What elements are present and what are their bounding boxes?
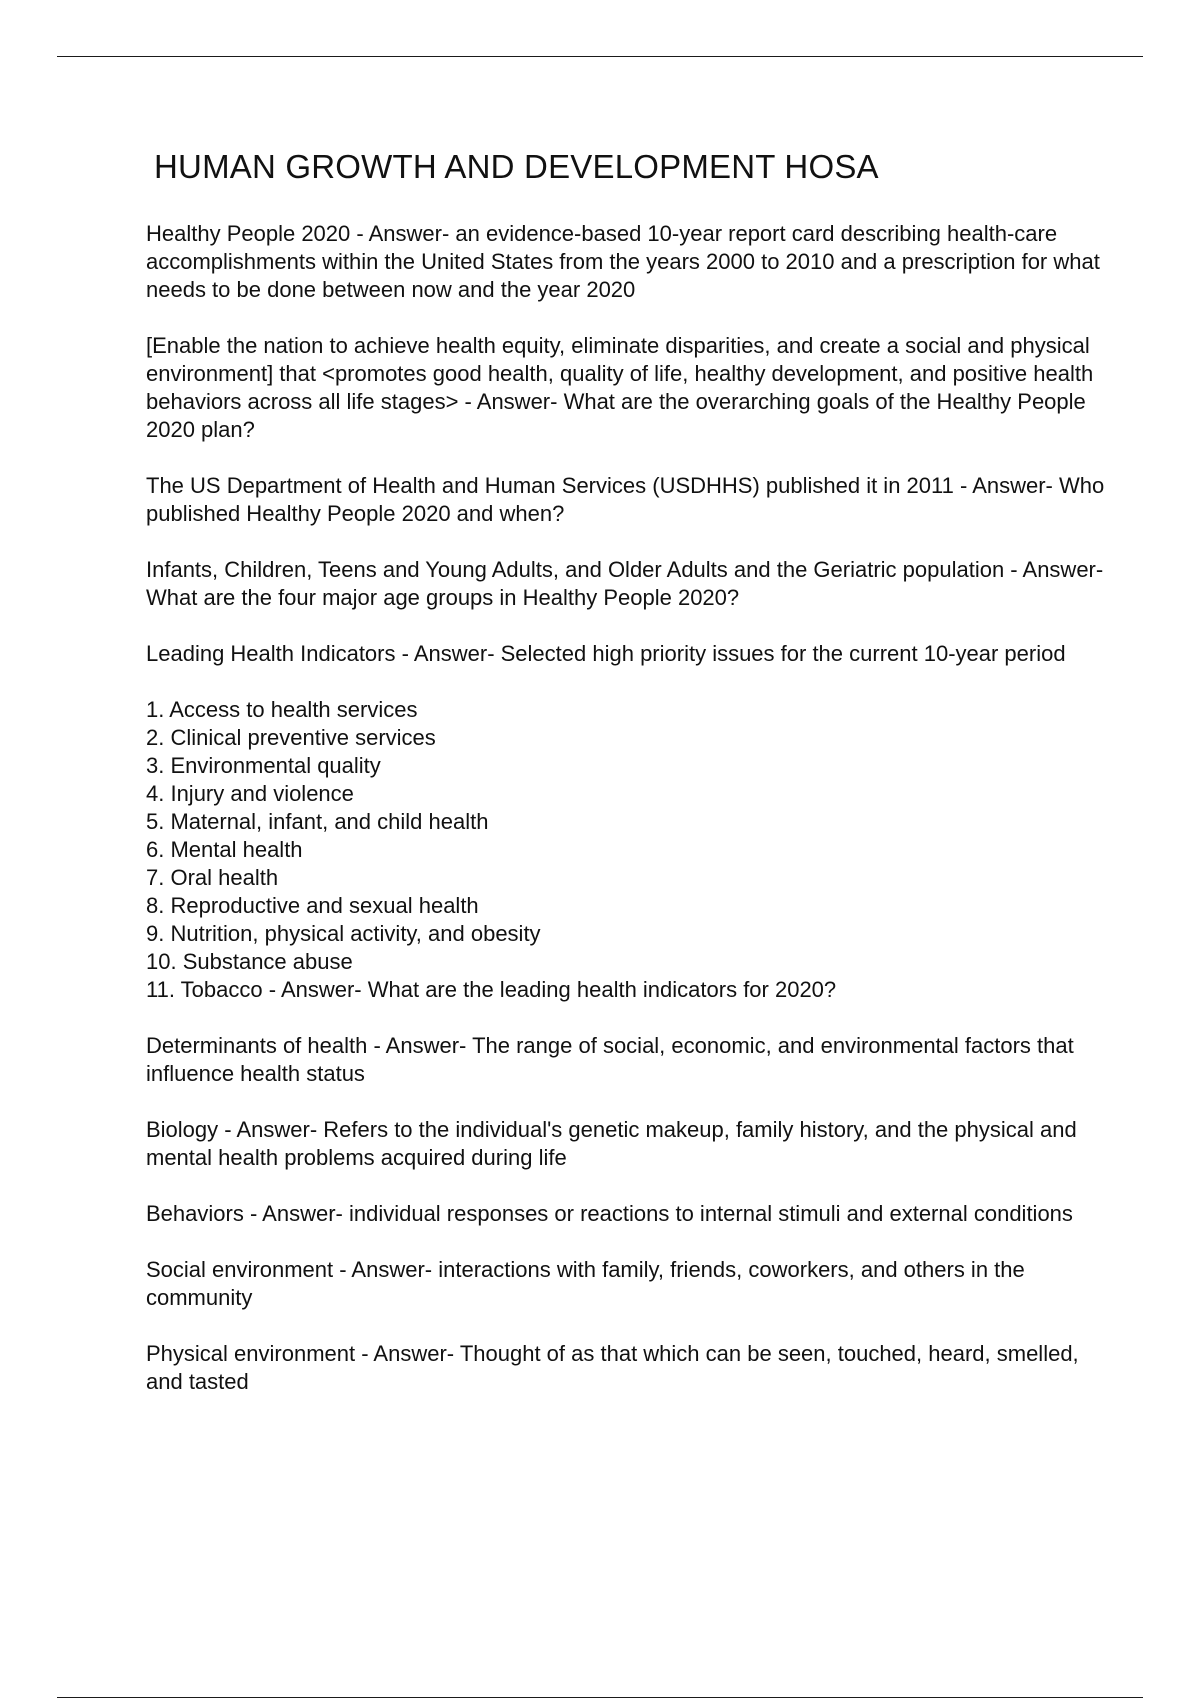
top-rule xyxy=(57,56,1143,57)
list-item: 4. Injury and violence xyxy=(146,781,354,806)
leading-health-indicators-list xyxy=(146,696,1106,1004)
paragraph-leading-indicators: Leading Health Indicators - Answer- Selected high priority issues for the current 10-year period xyxy=(146,641,1066,666)
list-item: 5. Maternal, infant, and child health xyxy=(146,809,489,834)
paragraph-age-groups: Infants, Children, Teens and Young Adults, and Older Adults and the Geriatric population - Answer- What are the four major age groups in Healthy People 2020? xyxy=(146,557,1104,610)
list-item: 1. Access to health services xyxy=(146,697,418,722)
list-item: 7. Oral health xyxy=(146,865,279,890)
paragraph-behaviors: Behaviors - Answer- individual responses or reactions to internal stimuli and external conditions xyxy=(146,1201,1073,1226)
paragraph-biology: Biology - Answer- Refers to the individual's genetic makeup, family history, and the physical and mental health problems acquired during life xyxy=(146,1117,1077,1170)
document-title: HUMAN GROWTH AND DEVELOPMENT HOSA xyxy=(154,148,879,185)
list-item: 11. Tobacco - Answer- What are the leading health indicators for 2020? xyxy=(146,977,837,1002)
list-item: 3. Environmental quality xyxy=(146,753,381,778)
list-item: 9. Nutrition, physical activity, and obesity xyxy=(146,921,541,946)
list-item: 8. Reproductive and sexual health xyxy=(146,893,479,918)
list-item: 2. Clinical preventive services xyxy=(146,725,436,750)
paragraph-healthy-people-definition: Healthy People 2020 - Answer- an evidence-based 10-year report card describing health-care accomplishments within the United States from the years 2000 to 2010 and a prescription for what needs to be done between now and the year 2020 xyxy=(146,221,1100,302)
paragraph-publisher: The US Department of Health and Human Services (USDHHS) published it in 2011 - Answer- Who published Healthy People 2020 and when? xyxy=(146,473,1105,526)
document-body xyxy=(146,142,1106,1424)
bottom-rule xyxy=(57,1697,1143,1698)
paragraph-physical-environment: Physical environment - Answer- Thought of as that which can be seen, touched, heard, smelled, and tasted xyxy=(146,1341,1079,1394)
list-item: 6. Mental health xyxy=(146,837,303,862)
paragraph-social-environment: Social environment - Answer- interactions with family, friends, coworkers, and others in the community xyxy=(146,1257,1025,1310)
list-item: 10. Substance abuse xyxy=(146,949,353,974)
paragraph-determinants: Determinants of health - Answer- The range of social, economic, and environmental factors that influence health status xyxy=(146,1033,1074,1086)
paragraph-overarching-goals: [Enable the nation to achieve health equity, eliminate disparities, and create a social and physical environment] that <promotes good health, quality of life, healthy development, and positive health behaviors across all life stages> - Answer- What are the overarching goals of the Healthy People 2020 plan? xyxy=(146,333,1094,442)
